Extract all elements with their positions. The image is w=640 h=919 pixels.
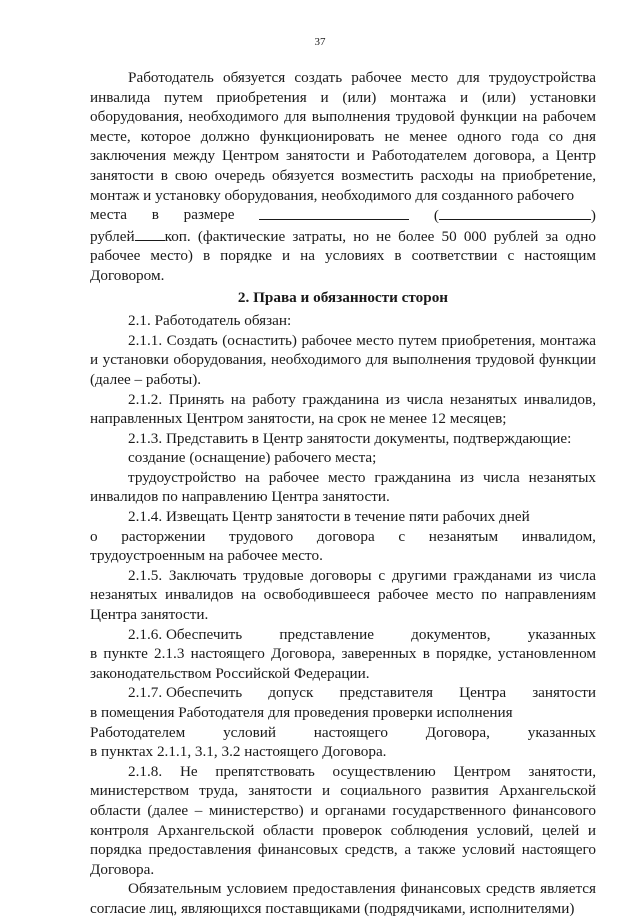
clause-word: занятости [532, 684, 596, 702]
page-number: 37 [314, 36, 326, 48]
clause-word: незанятым [428, 527, 499, 545]
clause-2-1: 2.1. Работодатель обязан: [128, 312, 292, 330]
rubles-label: рублей [90, 227, 135, 245]
clause-2-1-3: 2.1.3. Представить в Центр занятости документы, подтверждающие: [128, 429, 572, 447]
intro-paragraph-end-text: коп. (фактические затраты, но не более 50 000 рублей за одно рабочее место) в порядке и на условиях в соответствии с настоящим Договором. [90, 227, 596, 284]
clause-2-1-7-line2: в помещения Работодателя для проведения проверки исполнения [90, 704, 513, 721]
clause-2-1-4: 2.1.4. Извещать Центр занятости в течение пяти рабочих дней [128, 508, 530, 526]
clause-word: представление [279, 625, 374, 643]
clause-word: Договора, [425, 723, 490, 741]
clause-2-1-2: 2.1.2. Принять на работу гражданина из числа незанятых инвалидов, направленных Центром занятости, на срок не менее 12 месяцев; [90, 390, 596, 428]
intro-amount-line [90, 205, 596, 226]
intro-paragraph-end [90, 226, 596, 286]
intro-paragraph-text: Работодатель обязуется создать рабочее место для трудоустройства инвалида путем приобретения и (или) монтажа и (или) установки оборудования, необходимого для выполнения трудовой функции на рабочем месте, которое должно функционировать не менее одного года со дня заключения между Центром занятости и Работодателем договора, а Центр занятости в свою очередь обязуется возместить расходы на приобретение, монтаж и установку оборудования, необходимого для созданного рабочего [90, 69, 596, 204]
intro-word: размере [183, 206, 235, 224]
clause-word: условий [223, 723, 276, 741]
clause-2-1-1: 2.1.1. Создать (оснастить) рабочее место путем приобретения, монтажа и установки оборудования, необходимого для выполнения трудовой функции (далее – работы). [90, 331, 596, 388]
section-heading: 2. Права и обязанности сторон [237, 288, 449, 306]
clause-2-1-7-line [90, 683, 596, 703]
clause-2-1-8: 2.1.8. Не препятствовать осуществлению Центром занятости, министерством труда, занятости и социального развития Архангельской области (далее – министерство) и органами государственного финансового контроля Архангельской области проверок соблюдения условий, целей и порядка предоставления финансовых средств, а также условий настоящего Договора. [90, 762, 596, 878]
paren-open: ( [433, 207, 439, 225]
amount-words-blank [439, 205, 591, 220]
document-body [90, 68, 596, 919]
clause-word: расторжении [121, 527, 206, 545]
intro-word: места [90, 206, 128, 224]
final-paragraph: Обязательным условием предоставления финансовых средств является согласие лиц, являющихся поставщиками (подрядчиками, исполнителями) [90, 880, 596, 917]
clause-word: с [398, 527, 406, 545]
clause-2-1-6-line [90, 625, 596, 645]
paren-close: ) [590, 207, 596, 225]
clause-2-1-4-line [90, 527, 596, 547]
clause-word: инвалидом, [521, 527, 596, 545]
intro-word: в [151, 206, 159, 224]
clause-word: 2.1.7. Обеспечить [128, 684, 243, 702]
clause-2-1-3-item-b: трудоустройство на рабочее место гражданина из числа незанятых инвалидов по направлению Центра занятости. [90, 468, 596, 506]
clause-word: указанных [527, 625, 596, 643]
clause-word: допуск [268, 684, 314, 702]
clause-2-1-7-line3 [90, 723, 596, 743]
clause-2-1-6-rest: в пункте 2.1.3 настоящего Договора, заверенных в порядке, установленном законодательством Российской Федерации. [90, 645, 596, 682]
amount-blank [259, 205, 409, 220]
intro-paragraph [90, 68, 596, 205]
amount-words-field [434, 205, 596, 226]
clause-word: представителя [339, 684, 434, 702]
clause-word: трудового [229, 527, 294, 545]
clause-word: Работодателем [90, 723, 186, 741]
clause-word: Центра [459, 684, 507, 702]
clause-2-1-4-end: трудоустроенным на рабочее место. [90, 547, 323, 565]
clause-word: настоящего [313, 723, 388, 741]
clause-2-1-7-end: в пунктах 2.1.1, 3.1, 3.2 настоящего Договора. [90, 743, 387, 761]
clause-2-1-5: 2.1.5. Заключать трудовые договоры с другими гражданами из числа незанятых инвалидов на освободившееся рабочее место по направлениям Центра занятости. [90, 566, 596, 624]
clause-word: договора [316, 527, 375, 545]
kopeck-blank [135, 226, 165, 241]
clause-word: документов, [411, 625, 491, 643]
clause-2-1-3-item-a: создание (оснащение) рабочего места; [128, 449, 377, 467]
clause-word: указанных [527, 723, 596, 741]
clause-word: о [90, 527, 98, 545]
clause-word: 2.1.6. Обеспечить [128, 625, 243, 643]
